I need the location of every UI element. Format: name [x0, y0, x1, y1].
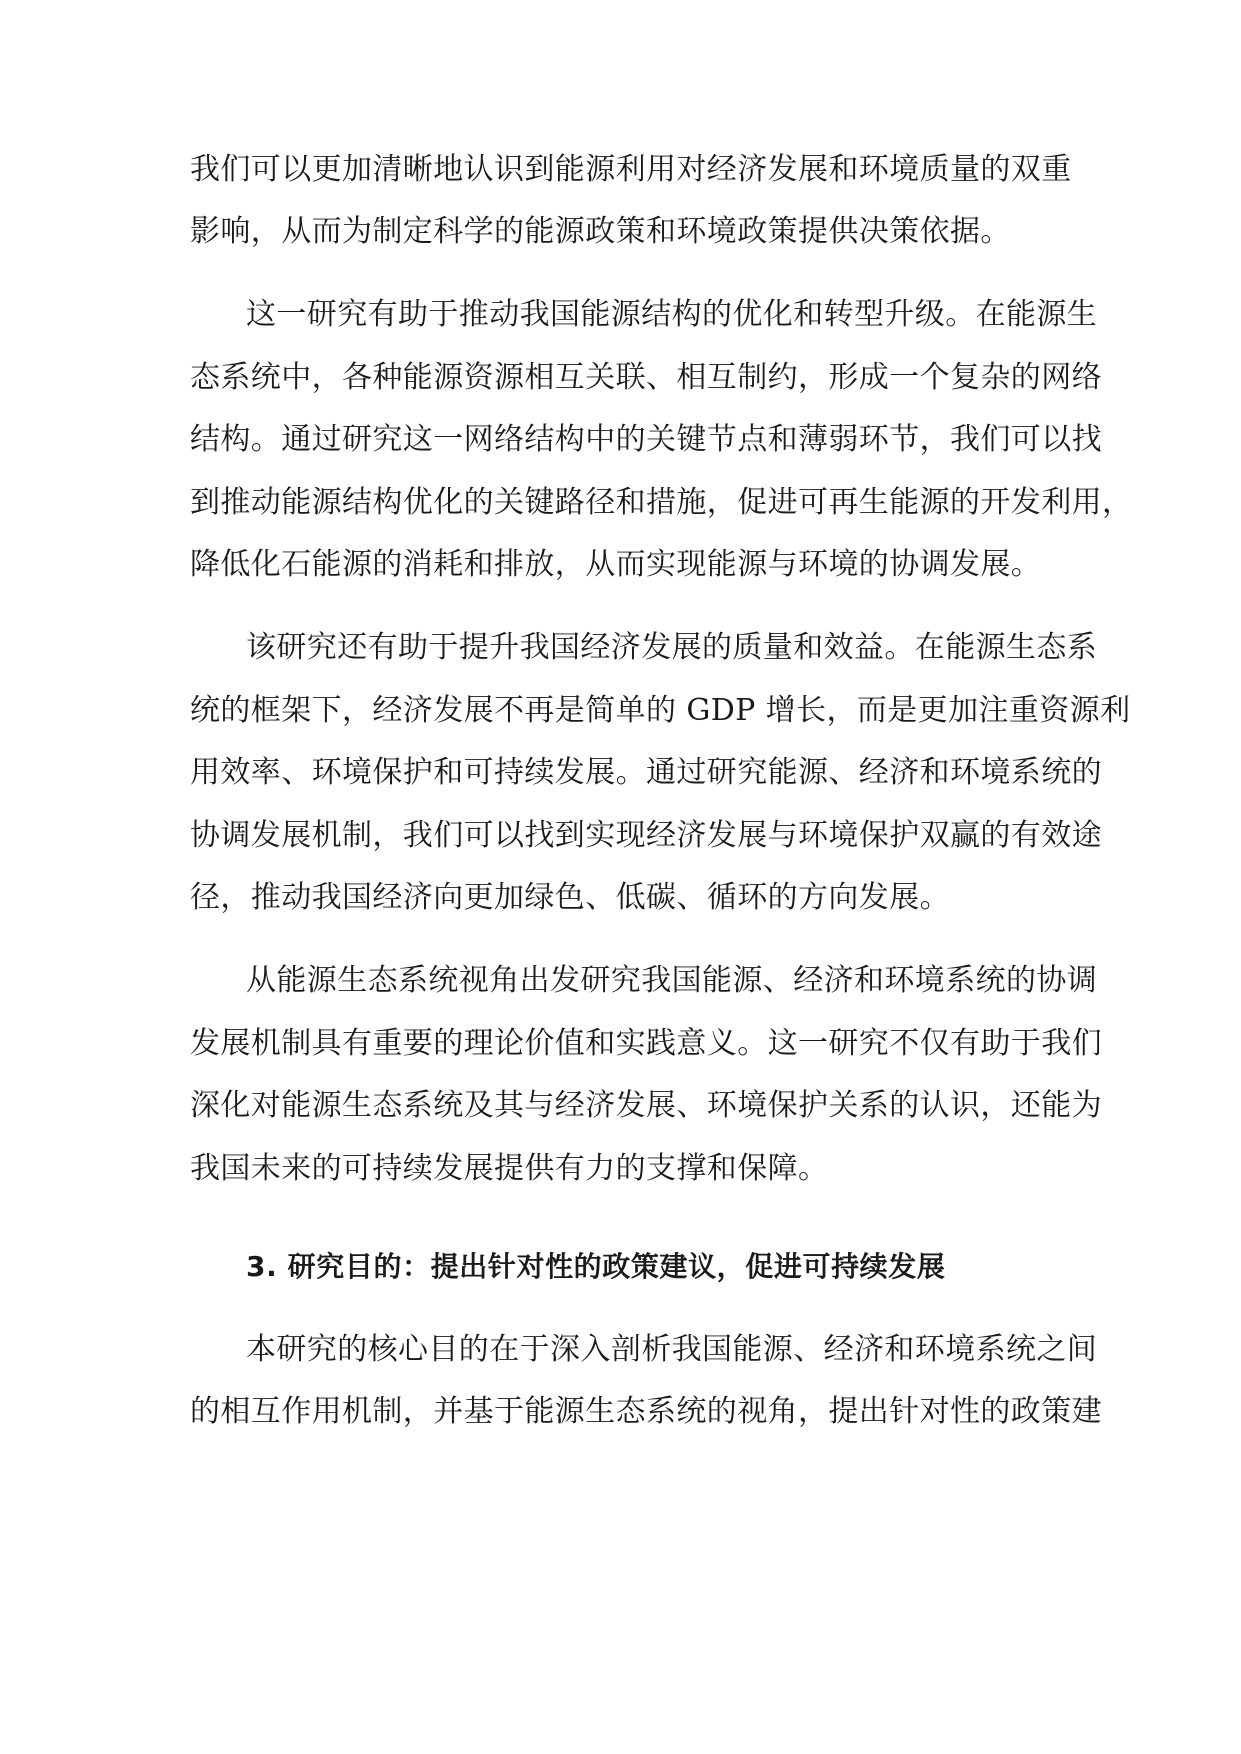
- text-line: 我们可以更加清晰地认识到能源利用对经济发展和环境质量的双重: [190, 152, 1072, 187]
- text-line: 态系统中，各种能源资源相互关联、相互制约，形成一个复杂的网络: [190, 360, 1102, 395]
- text-line: 结构。通过研究这一网络结构中的关键节点和薄弱环节，我们可以找: [190, 422, 1102, 457]
- paragraph-first-line: 从能源生态系统视角出发研究我国能源、经济和环境系统的协调: [246, 963, 1098, 998]
- paragraph-first-line: 该研究还有助于提升我国经济发展的质量和效益。在能源生态系: [246, 630, 1098, 665]
- text-line: 我国未来的可持续发展提供有力的支撑和保障。: [190, 1151, 829, 1186]
- text-line: 的相互作用机制，并基于能源生态系统的视角，提出针对性的政策建: [190, 1394, 1102, 1429]
- text-line: 统的框架下，经济发展不再是简单的 GDP 增长，而是更加注重资源利: [190, 693, 1131, 728]
- text-line: 影响，从而为制定科学的能源政策和环境政策提供决策依据。: [190, 214, 1011, 249]
- paragraph-first-line: 本研究的核心目的在于深入剖析我国能源、经济和环境系统之间: [246, 1332, 1098, 1367]
- paragraph-first-line: 这一研究有助于推动我国能源结构的优化和转型升级。在能源生: [246, 297, 1098, 332]
- text-line: 发展机制具有重要的理论价值和实践意义。这一研究不仅有助于我们: [190, 1026, 1102, 1061]
- text-line: 深化对能源生态系统及其与经济发展、环境保护关系的认识，还能为: [190, 1088, 1102, 1123]
- text-line: 协调发展机制，我们可以找到实现经济发展与环境保护双赢的有效途: [190, 818, 1102, 853]
- text-line: 降低化石能源的消耗和排放，从而实现能源与环境的协调发展。: [190, 547, 1042, 582]
- text-line: 到推动能源结构优化的关键路径和措施，促进可再生能源的开发利用，: [190, 485, 1133, 520]
- text-line: 径，推动我国经济向更加绿色、低碳、循环的方向发展。: [190, 880, 950, 915]
- section-heading: 3. 研究目的：提出针对性的政策建议，促进可持续发展: [246, 1250, 946, 1283]
- text-line: 用效率、环境保护和可持续发展。通过研究能源、经济和环境系统的: [190, 755, 1102, 790]
